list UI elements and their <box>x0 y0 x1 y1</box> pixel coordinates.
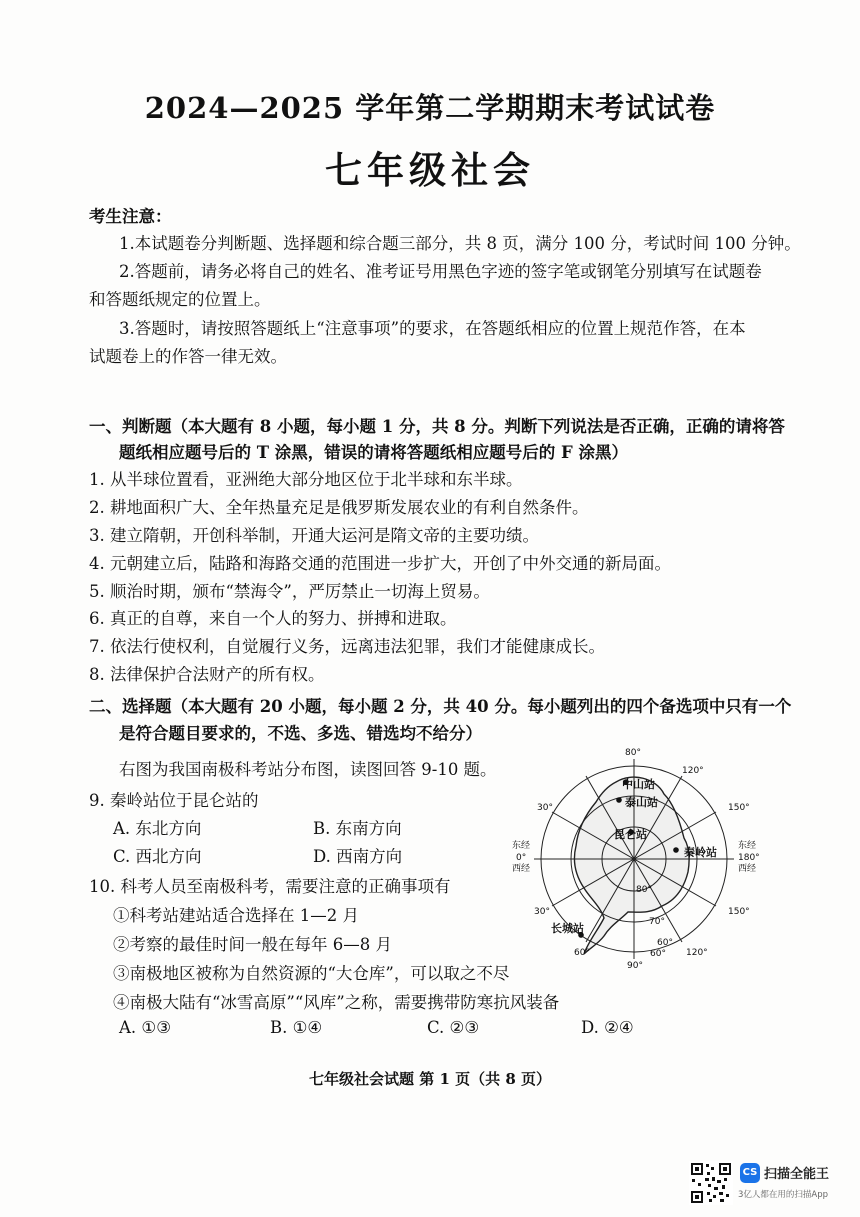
judge-item-7: 7. 依法行使权利，自觉履行义务，远离违法犯罪，我们才能健康成长。 <box>89 637 605 656</box>
q9-stem: 9. 秦岭站位于昆仑站的 <box>89 791 259 810</box>
station-changcheng-label: 长城站 <box>551 922 584 935</box>
judge-item-1: 1. 从半球位置看，亚洲绝大部分地区位于北半球和东半球。 <box>89 470 523 489</box>
taishan-station-marker <box>616 797 622 803</box>
section1-heading-line-1: 一、判断题（本大题有 8 小题，每小题 1 分，共 8 分。判断下列说法是否正确，正确的请将答 <box>89 417 785 436</box>
label-lat-70: 70° <box>649 917 665 927</box>
camscanner-logo-icon: CS <box>740 1163 760 1183</box>
label-east-left: 东经 <box>512 841 531 851</box>
label-east-right: 东经 <box>738 841 757 851</box>
label-120-top: 120° <box>682 766 704 776</box>
q10-statement-3: ③南极地区被称为自然资源的“大仓库”，可以取之不尽 <box>113 964 510 983</box>
section2-heading-line-1: 二、选择题（本大题有 20 小题，每小题 2 分，共 40 分。每小题列出的四个备选项中只有一个 <box>89 697 792 716</box>
judge-item-6: 6. 真正的自尊，来自一个人的努力、拼搏和进取。 <box>89 609 457 628</box>
notice-item-2-line-2: 和答题纸规定的位置上。 <box>89 290 271 309</box>
label-30-left: 30° <box>537 803 553 813</box>
label-zero: 0° <box>516 853 527 863</box>
notice-item-3-line-1: 3.答题时，请按照答题纸上“注意事项”的要求，在答题纸相应的位置上规范作答，在本 <box>119 319 746 338</box>
notice-item-2-line-1: 2.答题前，请务必将自己的姓名、准考证号用黑色字迹的签字笔或钢笔分别填写在试题卷 <box>119 262 762 281</box>
q9-option-a: A. 东北方向 <box>113 819 202 838</box>
page-footer: 七年级社会试题 第 1 页（共 8 页） <box>309 1070 551 1088</box>
antarctic-stations-map <box>506 742 766 972</box>
label-60-bottom: 60° <box>574 948 590 958</box>
q10-statement-4: ④南极大陆有“冰雪高原”“风库”之称，需要携带防寒抗风装备 <box>113 993 560 1012</box>
judge-item-3: 3. 建立隋朝，开创科举制，开通大运河是隋文帝的主要功绩。 <box>89 526 539 545</box>
notice-heading: 考生注意： <box>89 207 172 226</box>
exam-title: 2024—2025 学年第二学期期末考试试卷 <box>144 91 716 125</box>
label-180: 180° <box>738 853 760 863</box>
q9-option-b: B. 东南方向 <box>313 819 402 838</box>
label-150-bottom-right: 150° <box>728 907 750 917</box>
q9-option-d: D. 西南方向 <box>313 847 403 866</box>
label-150-right: 150° <box>728 803 750 813</box>
camscanner-tagline: 3亿人都在用的扫描App <box>738 1190 829 1200</box>
label-90-bottom: 90° <box>627 961 643 971</box>
label-60-bottom-right: 60° <box>650 949 666 959</box>
label-west-left: 西经 <box>512 864 531 874</box>
q10-option-c: C. ②③ <box>427 1018 480 1037</box>
q10-option-b: B. ①④ <box>270 1018 323 1037</box>
station-qinling-label: 秦岭站 <box>684 846 717 859</box>
station-kunlun-label: 昆仑站 <box>614 828 647 841</box>
q10-option-a: A. ①③ <box>119 1018 171 1037</box>
label-top-80: 80° <box>625 748 641 758</box>
qr-code-icon <box>689 1161 733 1205</box>
judge-item-5: 5. 顺治时期，颁布“禁海令”，严厉禁止一切海上贸易。 <box>89 582 490 601</box>
q10-stem: 10. 科考人员至南极科考，需要注意的正确事项有 <box>89 877 451 896</box>
qinling-station-marker <box>673 847 679 853</box>
camscanner-name: 扫描全能王 <box>764 1167 830 1182</box>
notice-item-3-line-2: 试题卷上的作答一律无效。 <box>89 347 287 366</box>
judge-item-4: 4. 元朝建立后，陆路和海路交通的范围进一步扩大，开创了中外交通的新局面。 <box>89 554 671 573</box>
q9-10-intro: 右图为我国南极科考站分布图，读图回答 9-10 题。 <box>119 760 497 779</box>
station-taishan-label: 泰山站 <box>625 796 658 809</box>
label-30-bottom-left: 30° <box>534 907 550 917</box>
section1-heading-line-2: 题纸相应题号后的 T 涂黑，错误的请将答题纸相应题号后的 F 涂黑） <box>119 443 628 462</box>
label-lat-60: 60° <box>657 938 673 948</box>
label-120-bottom-right: 120° <box>686 948 708 958</box>
q10-statement-2: ②考察的最佳时间一般在每年 6—8 月 <box>113 935 392 954</box>
q9-option-c: C. 西北方向 <box>113 847 202 866</box>
exam-subject: 七年级社会 <box>325 148 535 192</box>
q10-statement-1: ①科考站建站适合选择在 1—2 月 <box>113 906 359 925</box>
section2-heading-line-2: 是符合题目要求的，不选、多选、错选均不给分） <box>119 724 482 743</box>
q10-option-d: D. ②④ <box>581 1018 634 1037</box>
judge-item-2: 2. 耕地面积广大、全年热量充足是俄罗斯发展农业的有利自然条件。 <box>89 498 589 517</box>
label-west-right: 西经 <box>738 864 757 874</box>
station-zhongshan-label: 中山站 <box>622 778 655 791</box>
notice-item-1: 1.本试题卷分判断题、选择题和综合题三部分，共 8 页，满分 100 分，考试时间 100 分钟。 <box>119 234 801 253</box>
label-lat-80: 80° <box>636 885 652 895</box>
judge-item-8: 8. 法律保护合法财产的所有权。 <box>89 665 325 684</box>
